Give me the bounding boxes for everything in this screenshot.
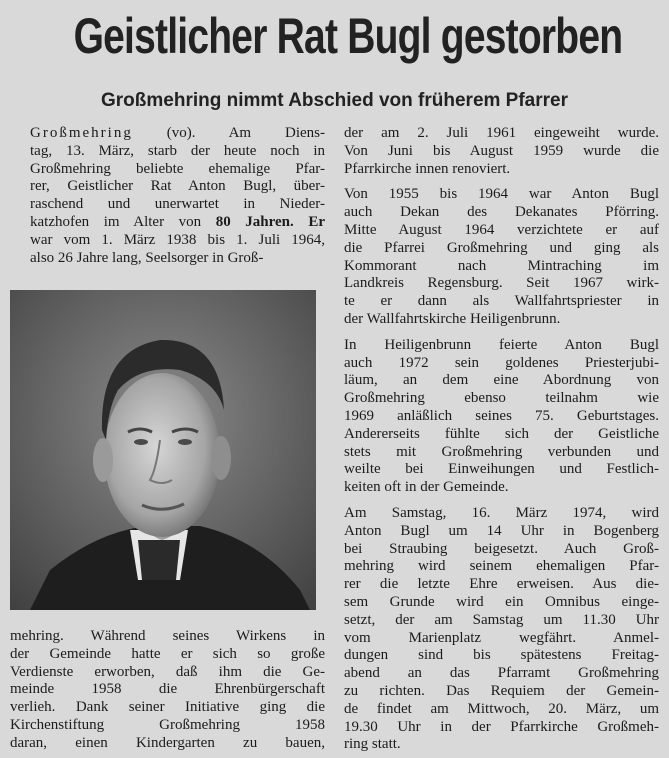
text-run: auch Dekan des Dekanates Pförring. [344,204,659,221]
text-line [344,701,659,719]
text-run: Großmehring [30,125,133,141]
column-1-top-text [30,125,325,267]
text-line [10,735,325,753]
text-line [344,240,659,258]
text-line [30,250,325,268]
text-line [344,647,659,665]
text-run: war vom 1. März 1938 bis 1. Juli 1964, [30,231,325,248]
text-run: Anton Bugl um 14 Uhr in Bogenberg [344,522,659,539]
text-run: rer, Geistlicher Rat Anton Bugl, über- [30,178,325,195]
text-run: 19.30 Uhr in der Pfarrkirche Großmeh- [344,718,659,735]
text-run: bei Straubing beigesetzt. Auch Groß- [344,540,659,557]
text-line [344,186,659,204]
text-line [344,612,659,630]
text-line [344,683,659,701]
text-run [294,214,309,230]
article-paragraph [344,186,659,328]
text-run: rer die letzte Ehre erweisen. Aus die- [344,576,659,593]
text-run: de findet am Mittwoch, 20. März, um [344,700,659,717]
subheadline: Großmehring nimmt Abschied von früherem Pfarrer [101,90,568,111]
text-line [344,143,659,161]
text-run: (vo). Am Diens- [132,125,325,141]
text-run: 1969 anläßlich seines 75. Geburtstages. [344,407,659,424]
text-run: mehring. Während seines Wirkens in [10,628,325,644]
text-run: stets mit Großmehring verbunden und [344,443,659,460]
text-run: te er dann als Wallfahrtspriester in [344,293,659,310]
text-line [344,558,659,576]
text-run: Verdienste erworben, daß ihm die Ge- [10,663,325,680]
text-line [344,719,659,737]
text-line [344,372,659,390]
text-line [344,408,659,426]
text-line [344,222,659,240]
text-run: tag, 13. März, starb der heute noch in [30,142,325,159]
text-line [344,665,659,683]
text-run: vom Marienplatz wegfährt. Anmel- [344,629,659,646]
text-line [344,541,659,559]
text-run: der am 2. Juli 1961 eingeweiht wurde. [344,125,659,141]
text-run: ring statt. [344,736,401,753]
text-line [344,576,659,594]
text-line [344,355,659,373]
text-run: Großmehring beliebte ehemalige Pfar- [30,160,325,177]
text-line [344,390,659,408]
text-run: Kommorant nach Mintraching im [344,257,659,274]
text-line [30,178,325,196]
text-line [10,699,325,717]
text-run: verlieh. Dank seiner Initiative ging die [10,699,325,716]
text-line [30,196,325,214]
text-run: läum, an dem eine Abordnung von [344,372,659,389]
text-line [344,125,659,143]
text-line [344,161,659,179]
text-line [30,214,325,232]
text-line [344,258,659,276]
text-line [344,505,659,523]
article-paragraph [344,337,659,497]
text-line [344,311,659,329]
text-run: Von 1955 bis 1964 war Anton Bugl [344,186,659,203]
text-run: Kirchenstiftung Großmehring 1958 [10,716,325,733]
text-run: raschend und unerwartet in Nieder- [30,196,325,213]
text-line [344,337,659,355]
text-run: auch 1972 sein goldenes Priesterjubi- [344,354,659,371]
headline: Geistlicher Rat Bugl gestorben [73,8,623,64]
text-line [344,630,659,648]
text-run: keiten oft in der Gemeinde. [344,479,509,496]
text-line [344,444,659,462]
text-line [10,717,325,735]
text-line [344,594,659,612]
text-run: Pfarrkirche innen renoviert. [344,160,511,177]
text-line [10,646,325,664]
text-run: abend an das Pfarramt Großmehring [344,665,659,682]
text-run: Am Samstag, 16. März 1974, wird [344,504,659,521]
text-run: In Heiligenbrunn feierte Anton Bugl [344,336,659,353]
text-run: Andererseits fühlte sich der Geistliche [344,425,659,442]
text-line [344,293,659,311]
text-run: Mitte August 1964 verzichtete er auf [344,221,659,238]
text-line [344,204,659,222]
text-line [10,628,325,646]
text-line [30,125,325,143]
text-run: Landkreis Regensburg. Seit 1967 wirk- [344,275,659,292]
text-run: setzt, der am Samstag um 11.30 Uhr [344,611,659,628]
text-run: meinde 1958 die Ehrenbürgerschaft [10,681,325,698]
text-run: Er [308,213,325,230]
text-run: der Gemeinde hatte er sich so große [10,645,325,662]
text-run: 80 Jahren. [215,213,294,230]
article-paragraph [344,125,659,178]
text-run: daran, einen Kindergarten zu bauen, [10,734,325,751]
text-line [344,736,659,754]
text-run: katzhofen im Alter von [30,213,216,230]
text-run: sem Grunde wird ein Omnibus einge- [344,593,659,610]
article-paragraph [344,505,659,754]
text-run: also 26 Jahre lang, Seelsorger in Groß- [30,249,264,266]
text-run: zu richten. Das Requiem der Gemein- [344,682,659,699]
text-run: der Wallfahrtskirche Heiligenbrunn. [344,310,561,327]
text-line [10,681,325,699]
text-line [344,479,659,497]
text-run: die Pfarrei Großmehring und ging als [344,239,659,256]
text-line [344,461,659,479]
text-line [30,161,325,179]
column-1-bottom-text [10,628,325,753]
text-line [344,275,659,293]
text-line [30,143,325,161]
column-2-text [344,125,659,754]
text-line [30,232,325,250]
text-run: Von Juni bis August 1959 wurde die [344,142,659,159]
text-run: Großmehring ebenso teilnahm wie [344,390,659,407]
text-line [10,664,325,682]
text-run: weilte bei Einweihungen und Festlich- [344,461,659,478]
portrait-photo [10,290,316,610]
text-line [344,523,659,541]
text-line [344,426,659,444]
text-run: mehring wird seinem ehemaligen Pfar- [344,558,659,575]
text-run: dungen sind bis spätestens Freitag- [344,647,659,664]
